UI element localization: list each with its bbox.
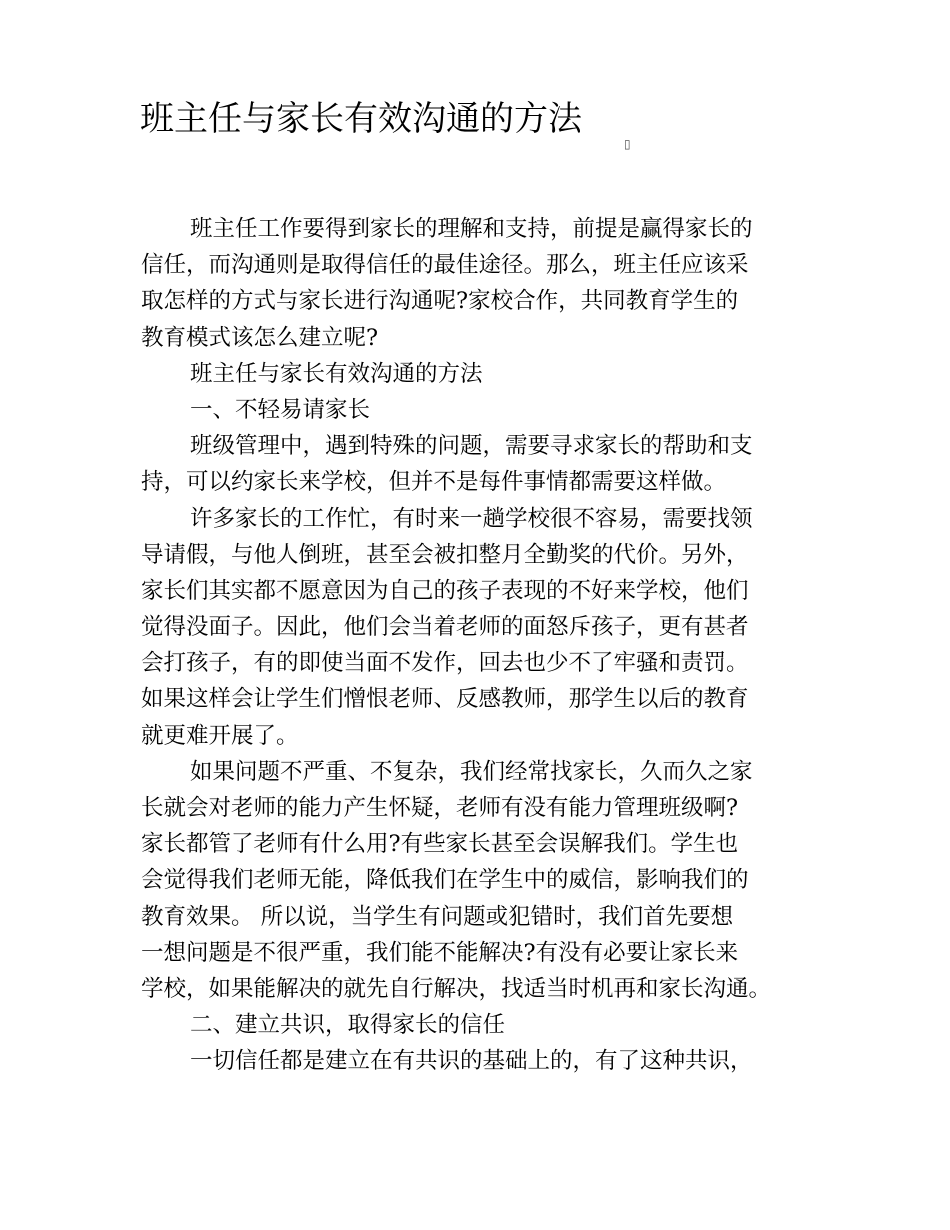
text-line: 如果这样会让学生们憎恨老师、反感教师，那学生以后的教育 <box>141 686 749 713</box>
title-mark: ▯ <box>624 137 631 151</box>
text-line: 持，可以约家长来学校，但并不是每件事情都需要这样做。 <box>141 469 727 496</box>
text-line: 家长都管了老师有什么用?有些家长甚至会误解我们。学生也 <box>141 831 739 858</box>
text-line: 班级管理中，遇到特殊的问题，需要寻求家长的帮助和支 <box>190 433 753 460</box>
text-line: 家长们其实都不愿意因为自己的孩子表现的不好来学校，他们 <box>141 577 749 604</box>
text-line: 一想问题是不很严重，我们能不能解决?有没有必要让家长来 <box>141 939 739 966</box>
text-line: 一、不轻易请家长 <box>190 396 371 423</box>
text-line: 许多家长的工作忙，有时来一趟学校很不容易，需要找领 <box>190 505 753 532</box>
text-line: 长就会对老师的能力产生怀疑，老师有没有能力管理班级啊? <box>141 795 739 821</box>
text-line: 会觉得我们老师无能，降低我们在学生中的威信，影响我们的 <box>141 867 749 894</box>
text-line: 教育模式该怎么建立呢? <box>141 324 379 351</box>
text-line: 导请假，与他人倒班，甚至会被扣整月全勤奖的代价。另外， <box>141 541 749 568</box>
text-line: 二、建立共识，取得家长的信任 <box>190 1012 506 1039</box>
text-line: 一切信任都是建立在有共识的基础上的，有了这种共识， <box>190 1048 753 1075</box>
text-line: 取怎样的方式与家长进行沟通呢?家校合作，共同教育学生的 <box>141 288 739 315</box>
text-line: 就更难开展了。 <box>141 722 299 749</box>
text-line: 如果问题不严重、不复杂，我们经常找家长，久而久之家 <box>190 758 753 785</box>
text-line: 会打孩子，有的即使当面不发作，回去也少不了牢骚和责罚。 <box>141 650 749 677</box>
text-line: 觉得没面子。因此，他们会当着老师的面怒斥孩子，更有甚者 <box>141 614 749 641</box>
text-line: 班主任与家长有效沟通的方法 <box>190 360 483 387</box>
document-title: 班主任与家长有效沟通的方法 <box>140 99 582 139</box>
text-line: 班主任工作要得到家长的理解和支持，前提是赢得家长的 <box>190 216 753 242</box>
text-line: 学校，如果能解决的就先自行解决，找适当时机再和家长沟通。 <box>141 975 772 1002</box>
text-line: 教育效果。 所以说，当学生有问题或犯错时，我们首先要想 <box>141 903 734 930</box>
text-line: 信任，而沟通则是取得信任的最佳途径。那么，班主任应该采 <box>141 252 749 279</box>
document-body <box>141 211 841 1080</box>
